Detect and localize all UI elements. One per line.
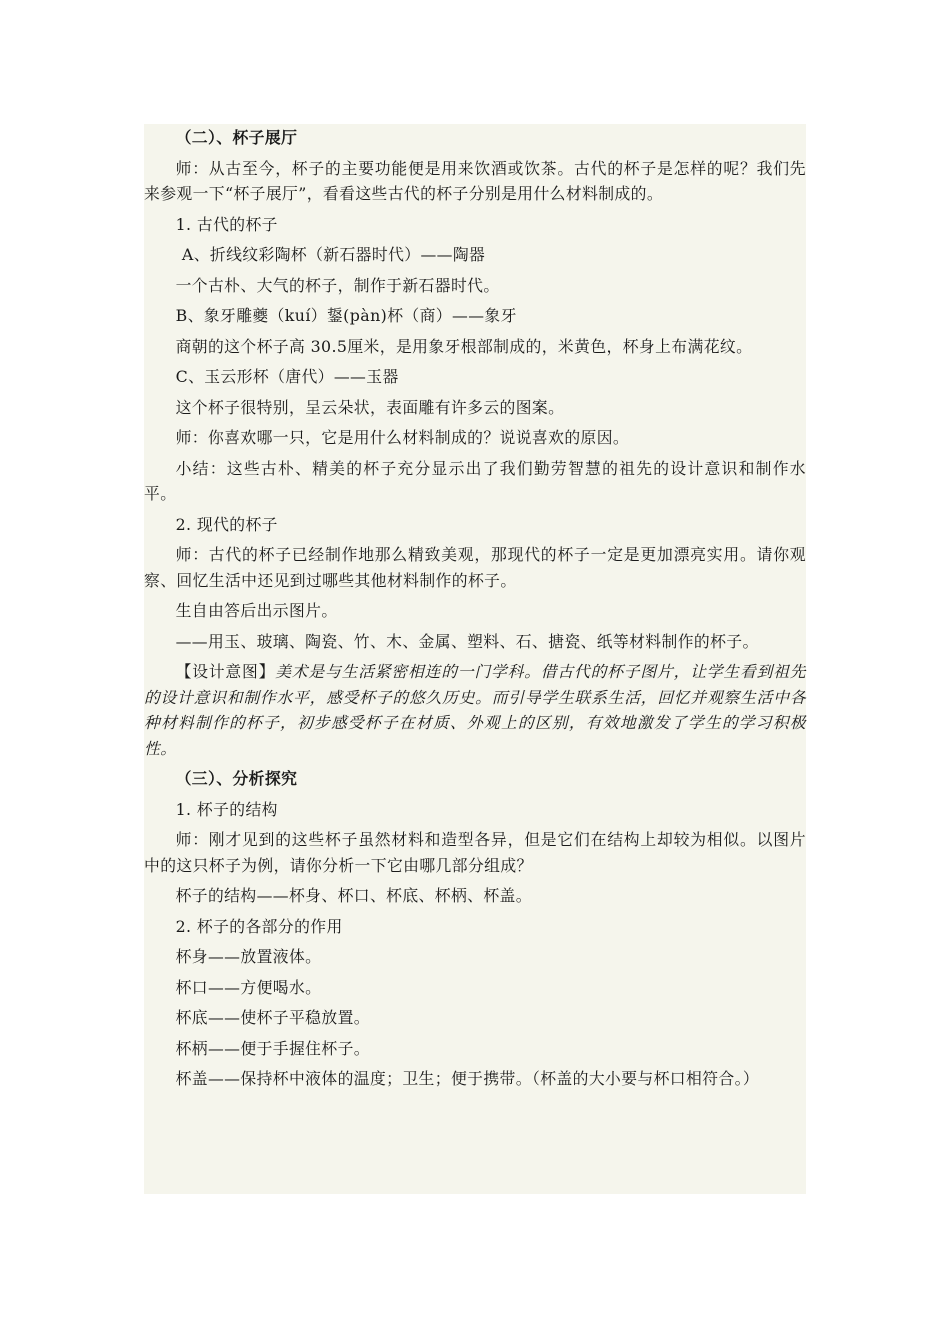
section-heading-analysis: （三）、分析探究 [175,769,298,788]
student-answer: 生自由答后出示图片。 [175,601,338,620]
modern-prompt: 师：古代的杯子已经制作地那么精致美观，那现代的杯子一定是更加漂亮实用。请你观察、回忆生活中还见到过哪些其他材料制作的杯子。 [144,545,806,590]
design-intent-label: 【设计意图】 [175,662,276,681]
design-intent-text: 美术是与生活紧密相连的一门学科。借古代的杯子图片，让学生看到祖先的设计意识和制作水平，感受杯子的悠久历史。而引导学生联系生活，回忆并观察生活中各种材料制作的杯子，初步感受杯子在材质、外观上的区别，有效地激发了学生的学习积极性。 [144,662,806,758]
function-title: 2. 杯子的各部分的作用 [175,916,343,936]
item-c-desc: 这个杯子很特别，呈云朵状，表面雕有许多云的图案。 [175,397,565,417]
item-b-desc: 商朝的这个杯子高 30.5厘米，是用象牙根部制成的，米黄色，杯身上布满花纹。 [175,336,753,356]
materials-list: ——用玉、玻璃、陶瓷、竹、木、金属、塑料、石、搪瓷、纸等材料制作的杯子。 [175,631,759,651]
teacher-question: 师：你喜欢哪一只，它是用什么材料制成的？说说喜欢的原因。 [175,428,630,447]
function-item: 杯盖——保持杯中液体的温度；卫生；便于携带。（杯盖的大小要与杯口相符合。） [175,1069,760,1088]
section-heading-cup-hall: （二）、杯子展厅 [175,128,298,147]
structure-answer: 杯子的结构——杯身、杯口、杯底、杯柄、杯盖。 [175,886,532,905]
document-content [144,125,806,1097]
function-item: 杯底——使杯子平稳放置。 [175,1008,370,1027]
modern-cups-title: 2. 现代的杯子 [175,514,278,534]
item-c-title: C、玉云形杯（唐代）——玉器 [175,367,399,386]
item-a-desc: 一个古朴、大气的杯子，制作于新石器时代。 [175,275,500,295]
item-b-title: B、象牙雕夔（kuí）鋬(pàn)杯（商）——象牙 [175,306,517,325]
function-item: 杯身——放置液体。 [175,947,322,966]
teacher-intro: 师：从古至今，杯子的主要功能便是用来饮酒或饮茶。古代的杯子是怎样的呢？我们先来参观一下“杯子展厅”，看看这些古代的杯子分别是用什么材料制成的。 [144,158,806,203]
structure-prompt: 师：刚才见到的这些杯子虽然材料和造型各异，但是它们在结构上却较为相似。以图片中的这只杯子为例，请你分析一下它由哪几部分组成？ [144,830,806,875]
design-intent [144,659,806,766]
item-a-title: A、折线纹彩陶杯（新石器时代）——陶器 [181,245,486,264]
function-item: 杯口——方便喝水。 [175,977,322,997]
structure-title: 1. 杯子的结构 [175,799,278,819]
ancient-cups-title: 1. 古代的杯子 [175,214,278,234]
summary: 小结：这些古朴、精美的杯子充分显示出了我们勤劳智慧的祖先的设计意识和制作水平。 [144,458,806,503]
function-item: 杯柄——便于手握住杯子。 [175,1038,370,1058]
